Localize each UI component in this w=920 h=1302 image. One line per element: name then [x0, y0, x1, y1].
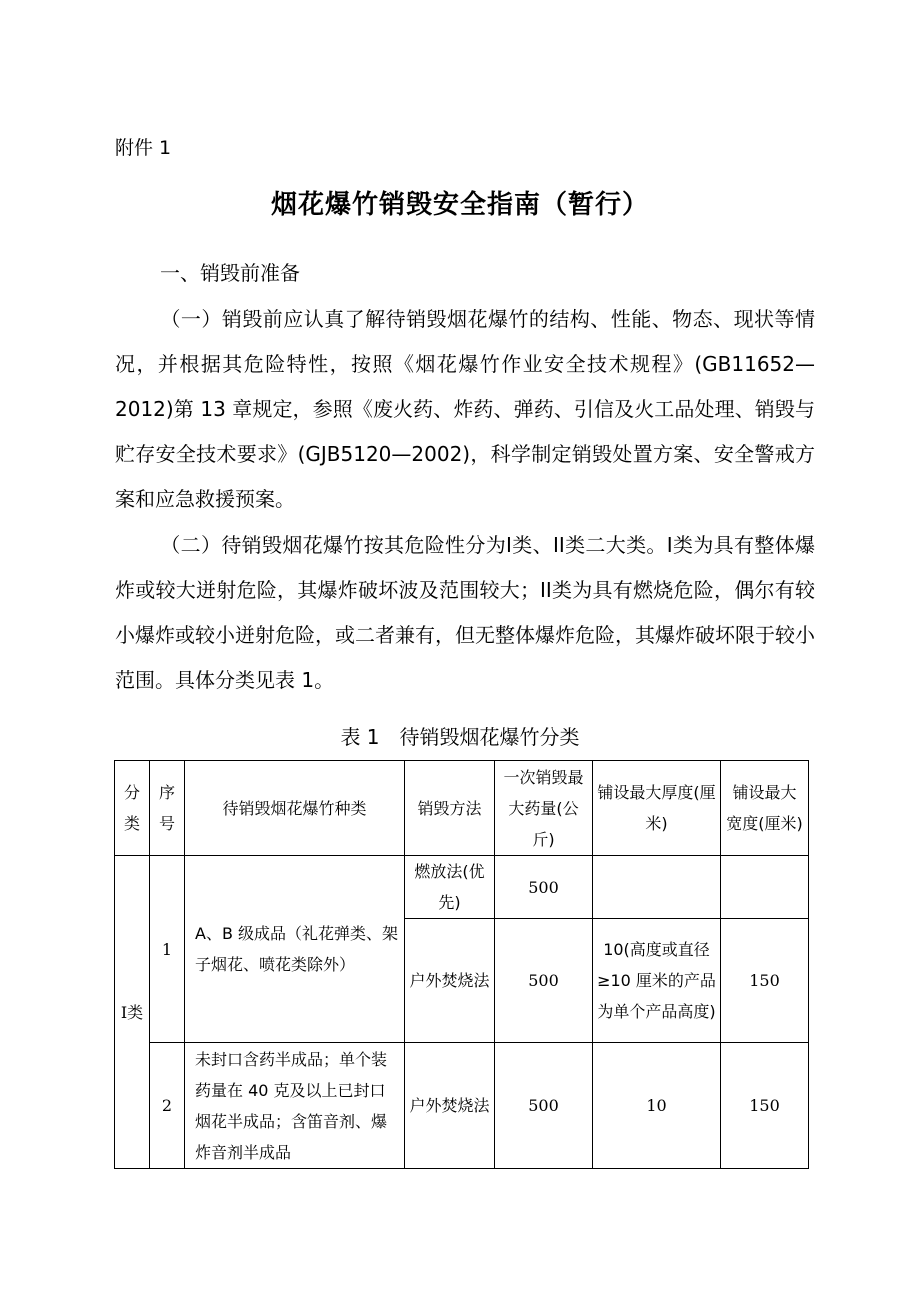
attachment-label: 附件 1: [115, 137, 172, 159]
seq-cell: 2: [150, 1043, 185, 1169]
max-charge-cell: 500: [495, 1043, 593, 1169]
table-row: [115, 856, 809, 919]
table-row: [115, 1043, 809, 1169]
document-title: 烟花爆竹销毁安全指南（暂行）: [270, 190, 649, 220]
max-width-cell: [721, 856, 809, 919]
max-thickness-cell: [593, 856, 721, 919]
max-width-cell: 150: [721, 919, 809, 1043]
header-seq: 序号: [150, 761, 185, 856]
section-heading: 一、销毁前准备: [160, 261, 300, 285]
table-caption: 表 1 待销毁烟花爆竹分类: [340, 725, 580, 749]
max-thickness-cell: 10: [593, 1043, 721, 1169]
max-thickness-cell: 10(高度或直径≥10 厘米的产品为单个产品高度): [593, 919, 721, 1043]
paragraph-1: [115, 297, 815, 522]
kind-cell: 未封口含药半成品；单个装药量在 40 克及以上已封口烟花半成品；含笛音剂、爆炸音剂半成品: [185, 1043, 405, 1169]
max-charge-cell: 500: [495, 919, 593, 1043]
paragraph-2-text: （二）待销毁烟花爆竹按其危险性分为I类、II类二大类。I类为具有整体爆炸或较大迸射危险，其爆炸破坏波及范围较大；II类为具有燃烧危险，偶尔有较小爆炸或较小迸射危险，或二者兼有，但无整体爆炸危险，其爆炸破坏限于较小范围。具体分类见表 1。: [115, 533, 815, 692]
header-method: 销毁方法: [405, 761, 495, 856]
method-cell: 燃放法(优先): [405, 856, 495, 919]
header-max-charge: 一次销毁最大药量(公斤): [495, 761, 593, 856]
paragraph-2: [115, 523, 815, 703]
method-cell: 户外焚烧法: [405, 1043, 495, 1169]
header-kind: 待销毁烟花爆竹种类: [185, 761, 405, 856]
kind-cell: A、B 级成品（礼花弹类、架子烟花、喷花类除外）: [185, 856, 405, 1043]
header-max-width: 铺设最大宽度(厘米): [721, 761, 809, 856]
method-cell: 户外焚烧法: [405, 919, 495, 1043]
header-max-thickness: 铺设最大厚度(厘米): [593, 761, 721, 856]
header-category: 分类: [115, 761, 150, 856]
category-cell: I类: [115, 856, 150, 1169]
max-width-cell: 150: [721, 1043, 809, 1169]
paragraph-1-text: （一）销毁前应认真了解待销毁烟花爆竹的结构、性能、物态、现状等情况，并根据其危险特性，按照《烟花爆竹作业安全技术规程》(GB11652—2012)第 13 章规定，参照《废火药、炸药、弹药、引信及火工品处理、销毁与贮存安全技术要求》(GJB5120—2002)，科学制定销毁处置方案、安全警戒方案和应急救援预案。: [115, 307, 815, 511]
table-header-row: [115, 761, 809, 856]
seq-cell: 1: [150, 856, 185, 1043]
classification-table: [114, 760, 809, 1169]
max-charge-cell: 500: [495, 856, 593, 919]
